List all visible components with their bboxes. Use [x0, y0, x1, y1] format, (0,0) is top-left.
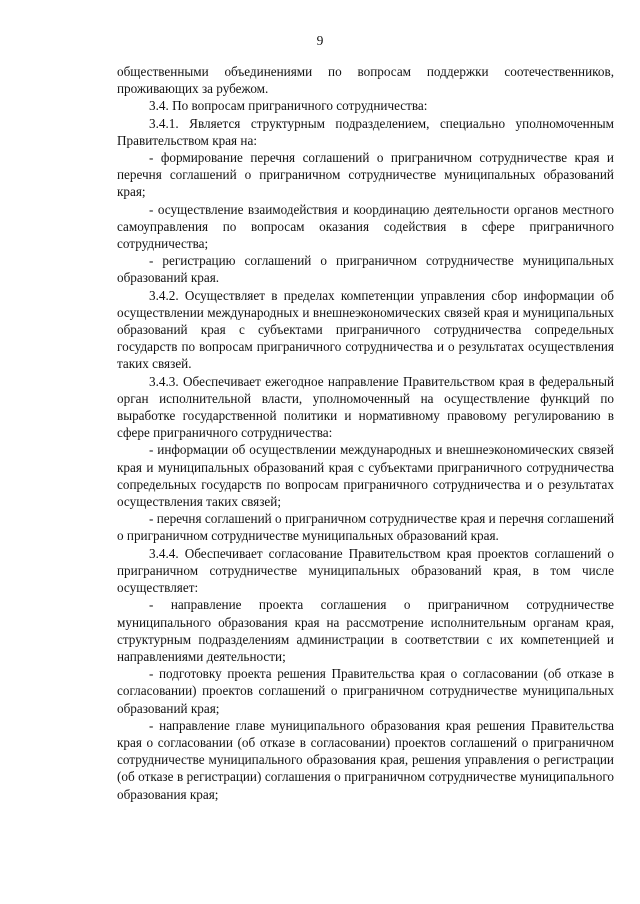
paragraph-continuation: общественными объединениями по вопросам поддержки соотечественников, проживающих за рубежом.	[117, 64, 614, 97]
list-item: - осуществление взаимодействия и координацию деятельности органов местного самоуправления по вопросам оказания содействия в сфере приграничного сотрудничества;	[117, 201, 614, 252]
list-item: - направление главе муниципального образования края решения Правительства края о согласовании (об отказе в согласовании) проектов соглашений о приграничном сотрудничестве муниципального образования края, решения управления о регистрации (об отказе в регистрации) соглашения о приграничном сотрудничестве муниципального образования края;	[117, 717, 614, 802]
clause-3-4-3: 3.4.3. Обеспечивает ежегодное направление Правительством края в федеральный орган исполнительной власти, уполномоченный на осуществление функций по выработке государственной политики и нормативному правовому регулированию в сфере приграничного сотрудничества:	[117, 373, 614, 441]
clause-3-4-4: 3.4.4. Обеспечивает согласование Правительством края проектов соглашений о приграничном сотрудничестве муниципальных образований края, в том числе осуществляет:	[117, 545, 614, 596]
list-item: - формирование перечня соглашений о приграничном сотрудничестве края и перечня соглашений о приграничном сотрудничестве муниципальных образований края;	[117, 150, 614, 200]
clause-3-4-2: 3.4.2. Осуществляет в пределах компетенции управления сбор информации об осуществлении международных и внешнеэкономических связей края и муниципальных образований края с субъектами приграничного сотрудничества сопредельных государств по вопросам приграничного сотрудничества и о результатах осуществления таких связей.	[117, 287, 614, 372]
clause-3-4-1: 3.4.1. Является структурным подразделением, специально уполномоченным Правительством края на:	[117, 115, 614, 148]
page-number: 9	[316, 33, 324, 48]
list-item: - направление проекта соглашения о приграничном сотрудничестве муниципального образования края на рассмотрение исполнительным органам края, структурным подразделениям администрации в соответствии с их компетенцией и направлениями деятельности;	[117, 597, 614, 664]
list-item: - информации об осуществлении международных и внешнеэкономических связей края и муниципальных образований края с субъектами приграничного сотрудничества сопредельных государств по вопросам приграничного сотрудничества и о результатах осуществления таких связей;	[117, 442, 614, 510]
document-body	[117, 63, 614, 803]
list-item: - подготовку проекта решения Правительства края о согласовании (об отказе в согласовании) проектов соглашений о приграничном сотрудничестве муниципальных образований края;	[117, 666, 614, 716]
list-item: - перечня соглашений о приграничном сотрудничестве края и перечня соглашений о приграничном сотрудничестве муниципальных образований края.	[117, 511, 614, 544]
section-heading-3-4: 3.4. По вопросам приграничного сотрудничества:	[149, 98, 428, 114]
list-item: - регистрацию соглашений о приграничном сотрудничестве муниципальных образований края.	[117, 253, 614, 286]
